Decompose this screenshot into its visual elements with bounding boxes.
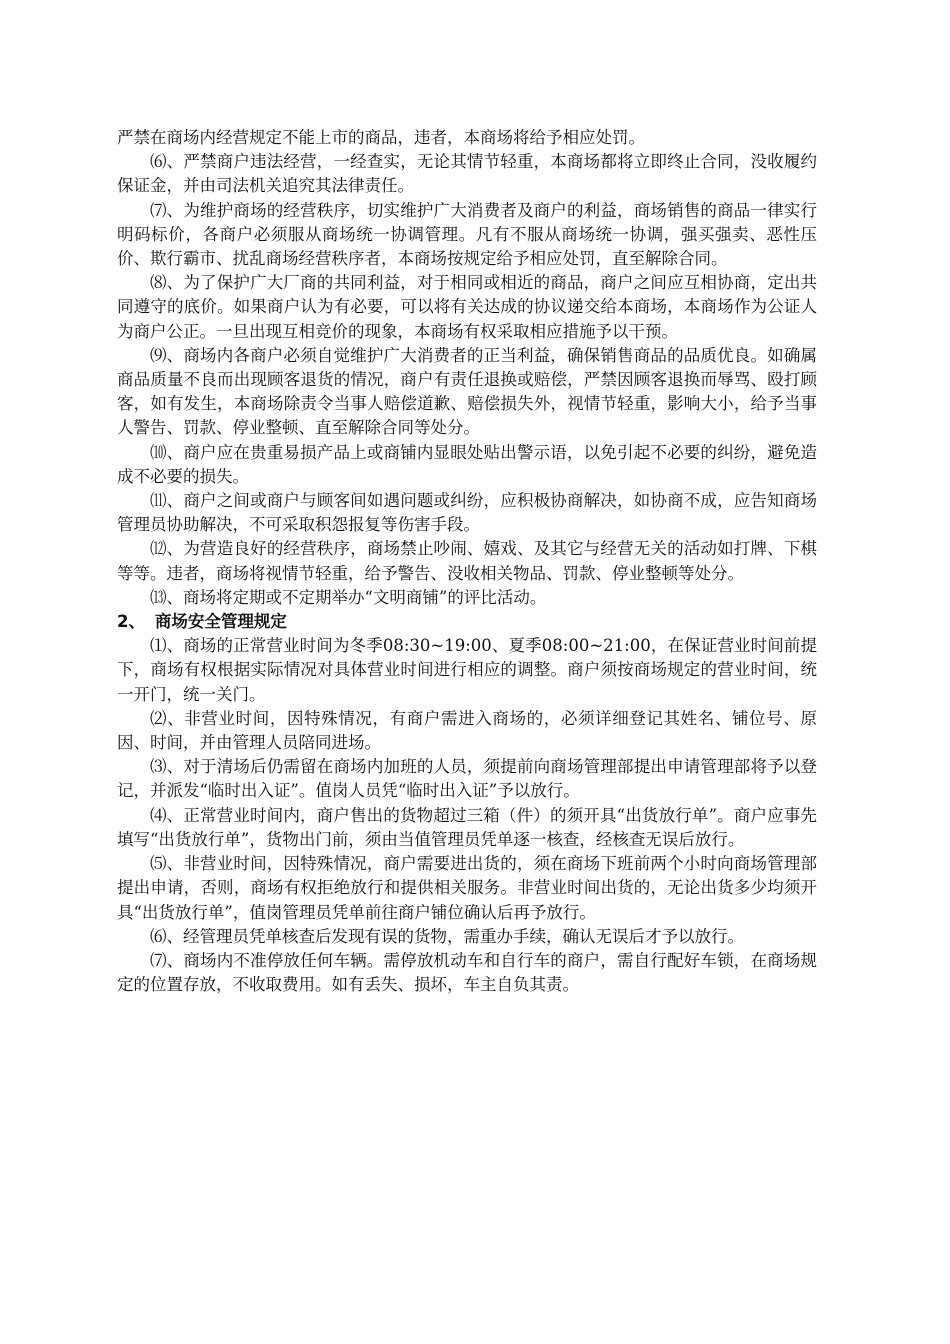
rule-item-7: ⑺、为维护商场的经营秩序，切实维护广大消费者及商户的利益，商场销售的商品一律实行明码标价，各商户必须服从商场统一协调管理。凡有不服从商场统一协调，强买强卖、恶性压价、欺行霸市、扰乱商场经营秩序者，本商场按规定给予相应处罚，直至解除合同。 (117, 200, 817, 269)
section-title: 商场安全管理规定 (154, 612, 287, 632)
rule-item-6: ⑹、严禁商户违法经营，一经查实，无论其情节轻重，本商场都将立即终止合同，没收履约保证金，并由司法机关追究其法律责任。 (117, 152, 817, 196)
rule-item-10: ⑽、商户应在贵重易损产品上或商铺内显眼处贴出警示语，以免引起不必要的纠纷，避免造成不必要的损失。 (117, 442, 817, 486)
rule-item-12: ⑿、为营造良好的经营秩序，商场禁止吵闹、嬉戏、及其它与经营无关的活动如打牌、下棋等等。违者，商场将视情节轻重，给予警告、没收相关物品、罚款、停业整顿等处分。 (117, 539, 817, 583)
paragraph-continuation: 严禁在商场内经营规定不能上市的商品，违者，本商场将给予相应处罚。 (117, 128, 645, 147)
rule-item-13: ⒀、商场将定期或不定期举办“文明商铺”的评比活动。 (150, 587, 547, 607)
safety-item-7: ⑺、商场内不准停放任何车辆。需停放机动车和自行车的商户，需自行配好车锁，在商场规定的位置存放，不收取费用。如有丢失、损坏，车主自负其责。 (117, 950, 817, 995)
section-heading (117, 610, 817, 634)
rule-item-8: ⑻、为了保护广大厂商的共同利益，对于相同或相近的商品，商户之间应互相协商，定出共同遵守的底价。如果商户认为有必要，可以将有关达成的协议递交给本商场，本商场作为公证人为商户公正。一旦出现互相竞价的现象，本商场有权采取相应措施予以干预。 (117, 273, 817, 341)
safety-item-6: ⑹、经管理员凭单核查后发现有误的货物，需重办手续，确认无误后才予以放行。 (150, 926, 744, 946)
section-number: 2、 (117, 612, 145, 632)
safety-item-1: ⑴、商场的正常营业时间为冬季08:30~19:00、夏季08:00~21:00，在保证营业时间前提下，商场有权根据实际情况对具体营业时间进行相应的调整。商户须按商场规定的营业时间，统一开门，统一关门。 (117, 636, 817, 704)
safety-item-4: ⑷、正常营业时间内，商户售出的货物超过三箱（件）的须开具“出货放行单”。商户应事先填写“出货放行单”，货物出门前，须由当值管理员凭单逐一核查，经核查无误后放行。 (117, 805, 817, 849)
document-body (117, 126, 817, 997)
rule-item-11: ⑾、商户之间或商户与顾客间如遇问题或纠纷，应积极协商解决，如协商不成，应告知商场管理员协助解决，不可采取积怨报复等伤害手段。 (117, 491, 817, 535)
rule-item-9: ⑼、商场内各商户必须自觉维护广大消费者的正当利益，确保销售商品的品质优良。如确属商品质量不良而出现顾客退货的情况，商户有责任退换或赔偿，严禁因顾客退换而辱骂、殴打顾客，如有发生，本商场除责令当事人赔偿道歉、赔偿损失外，视情节轻重，影响大小，给予当事人警告、罚款、停业整顿、直至解除合同等处分。 (117, 345, 817, 438)
safety-item-2: ⑵、非营业时间，因特殊情况，有商户需进入商场的，必须详细登记其姓名、铺位号、原因、时间，并由管理人员陪同进场。 (117, 708, 817, 753)
safety-item-5: ⑸、非营业时间，因特殊情况，商户需要进出货的，须在商场下班前两个小时向商场管理部提出申请，否则，商场有权拒绝放行和提供相关服务。非营业时间出货的，无论出货多少均须开具“出货放行单”，值岗管理员凭单前往商户铺位确认后再予放行。 (117, 854, 817, 922)
safety-item-3: ⑶、对于清场后仍需留在商场内加班的人员，须提前向商场管理部提出申请管理部将予以登记，并派发“临时出入证”。值岗人员凭“临时出入证”予以放行。 (117, 757, 817, 801)
